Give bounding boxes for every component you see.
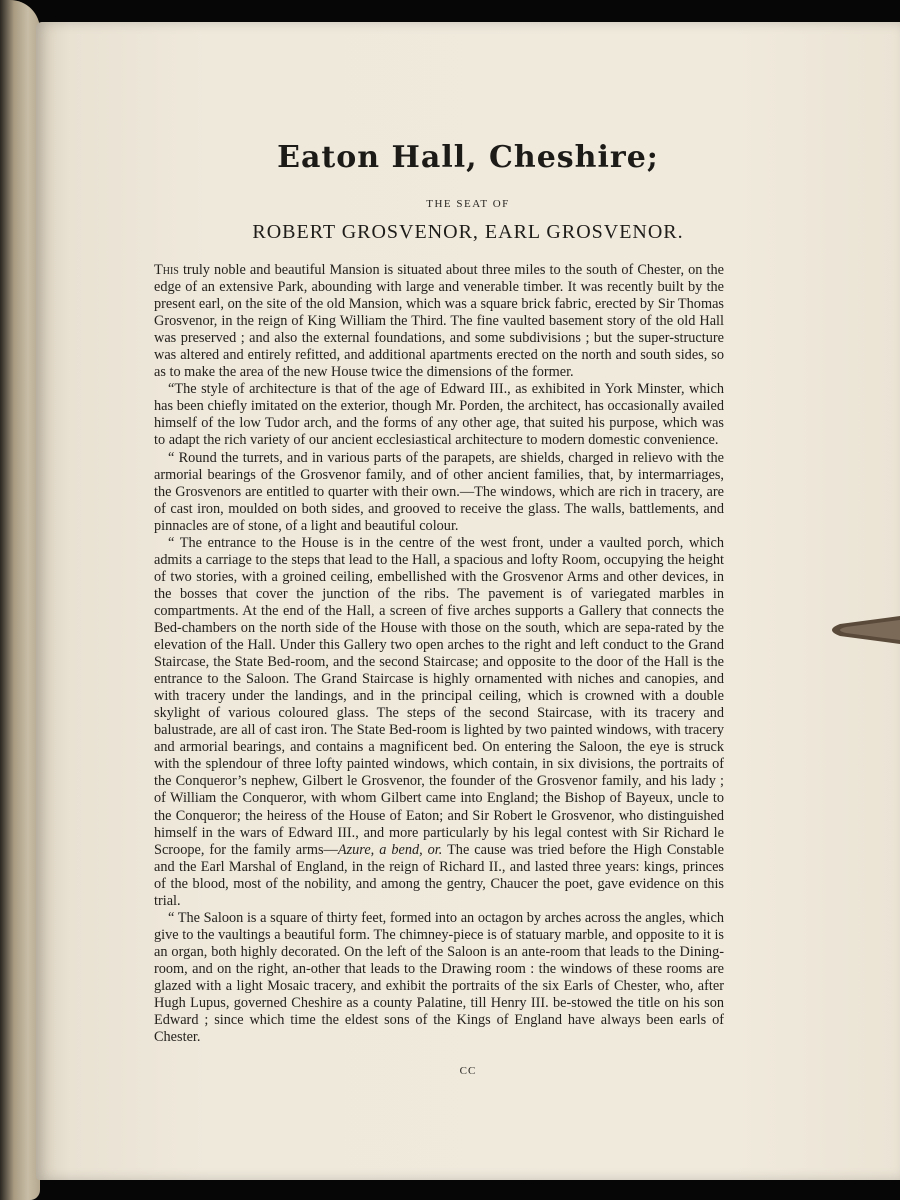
paragraph-text: The cause was tried before the High Constable and the Earl Marshal of England, in the reign of Richard II., and lasted three years: kings, princes of the blood, most of the nobility, and among the gentry, Chaucer the poet, gave evidence on this trial. [154, 841, 724, 909]
page-subtitle: THE SEAT OF [426, 198, 510, 210]
paragraph-text: “ The entrance to the House is in the centre of the west front, under a vaulted porch, which admits a carriage to the steps that lead to the Hall, a spacious and lofty Room, occupying the height of two stories, with a groined ceiling, embellished with the Grosvenor Arms and other devices, in the bosses that cover the junction of the ribs. The pavement is of variegated marbles in compartments. At the end of the Hall, a screen of five arches supports a Gallery that connects the Bed-chambers on the north side of the House with those on the south, which are sepa-rated by the elevation of the Hall. Under this Gallery two open arches to the right and left conduct to the Grand Staircase, the State Bed-room, and the second Staircase; and opposite to the door of the Hall is the entrance to the Saloon. The Grand Staircase is highly ornamented with niches and canopies, and with tracery under the landings, and in the principal ceiling, which is crowned with a double skylight of various coloured glass. The steps of the second Staircase, with its tracery and balustrade, are all of cast iron. The State Bed-room is lighted by two painted windows, with tracery and armorial bearings, and contains a magnificent bed. On entering the Saloon, the eye is struck with the splendour of three lofty painted windows, which contain, in six divisions, the portraits of the Conqueror’s nephew, Gilbert le Grosvenor, the founder of the Grosvenor family, and his lady ; of William the Conqueror, with whom Gilbert came into England; the Bishop of Bayeux, uncle to the Conqueror; the heiress of the House of Eaton; and Sir Robert le Grosvenor, who distinguished himself in the wars of Edward III., and more particularly by his legal contest with Sir Richard le Scroope, for the family arms— [154, 534, 724, 858]
small-caps-lead: This [154, 262, 179, 278]
body-text [154, 262, 724, 1046]
italic-blazon: Azure, a bend, or. [337, 841, 443, 858]
paragraph-text: truly noble and beautiful Mansion is situated about three miles to the south of Chester, on the edge of an extensive Park, abounding with large and venerable timber. It was recently built by the present earl, on the site of the old Mansion, which was a square brick fabric, erected by Sir Thomas Grosvenor, in the reign of King William the Third. The fine vaulted basement story of the old Hall was preserved ; and also the external foundations, and some subdivisions ; but the super-structure was altered and entirely refitted, and additional apartments erected on the north and south sides, so as to make the area of the new House twice the dimensions of the former. [154, 262, 724, 381]
page-weight-tool [820, 612, 900, 648]
page-title: Eaton Hall, Cheshire; [277, 140, 659, 175]
signature-mark: CC [459, 1065, 477, 1077]
paragraph-4 [154, 535, 724, 910]
paragraph-2: “The style of architecture is that of the age of Edward III., as exhibited in York Minster, which has been chiefly imitated on the exterior, though Mr. Porden, the architect, has occasionally availed himself of the low Tudor arch, and the forms of any other age, that suited his purpose, which was to adapt the rich variety of our ancient ecclesiastical architecture to modern domestic convenience. [154, 381, 724, 449]
paragraph-5: “ The Saloon is a square of thirty feet, formed into an octagon by arches across the angles, which give to the vaultings a beautiful form. The chimney-piece is of statuary marble, and opposite to it is an organ, both highly decorated. On the left of the Saloon is an ante-room that leads to the Dining-room, and on the right, an-other that leads to the Drawing room : the windows of these rooms are glazed with a light Mosaic tracery, and exhibit the portraits of the six Earls of Chester, who, after Hugh Lupus, governed Cheshire as a county Palatine, till Henry III. be-stowed the title on his son Edward ; since which time the eldest sons of the Kings of England have always been earls of Chester. [154, 909, 724, 1046]
facing-page-edge [0, 0, 40, 1200]
owner-heading: ROBERT GROSVENOR, EARL GROSVENOR. [252, 221, 684, 243]
book-page [36, 22, 900, 1180]
paragraph-1 [154, 262, 724, 381]
paragraph-3: “ Round the turrets, and in various parts of the parapets, are shields, charged in relievo with the armorial bearings of the Grosvenor family, and of other ancient families, that, by intermarriages, the Grosvenors are entitled to quarter with their own.—The windows, which are rich in tracery, are of cast iron, moulded on both sides, and grooved to receive the glass. The walls, battlements, and pinnacles are of stone, of a light and beautiful colour. [154, 449, 724, 534]
